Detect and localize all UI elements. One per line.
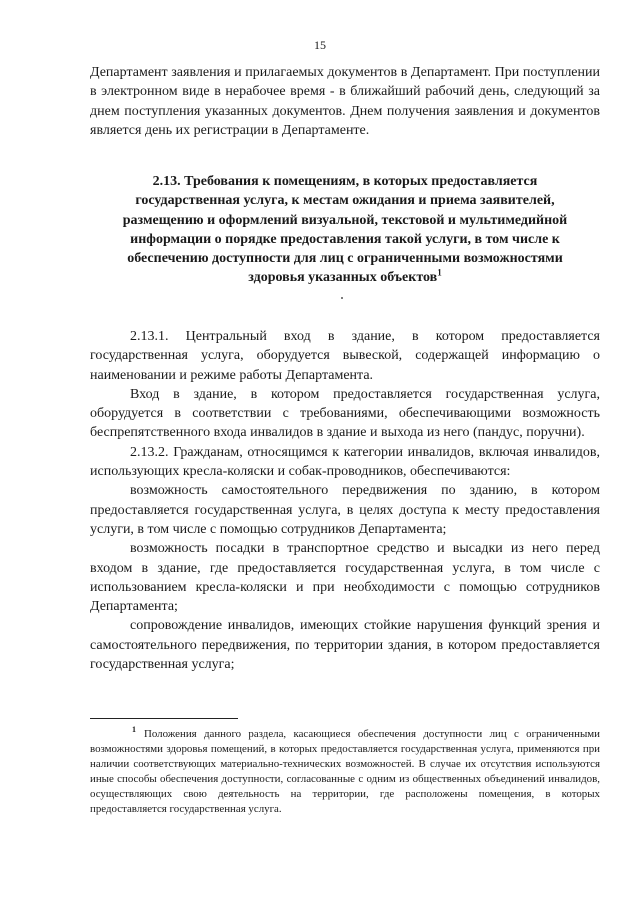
page-number: 15 <box>314 38 326 52</box>
section-heading-text: 2.13. Требования к помещениям, в которых предоставляется государственная услуга, к местам ожидания и приема заявителей, размещению и оформлений визуальной, текстовой и мультимедийной информации о порядке предоставления такой услуги, в том числе к обеспечению доступности для лиц с ограниченными возможностями здоровья указанных объектов <box>122 174 568 286</box>
body-paragraphs <box>90 327 600 674</box>
paragraph-2-13-1: 2.13.1. Центральный вход в здание, в котором предоставляется государственная услуга, оборудуется вывеской, содержащей информацию о наименовании и режиме работы Департамента. <box>90 329 600 383</box>
footnote-rule <box>90 718 238 719</box>
section-heading <box>100 172 590 288</box>
footnote-mark: 1 <box>132 725 136 735</box>
list-item-transport: возможность посадки в транспортное средство и высадки из него перед входом в здание, где предоставляется государственная услуга, в том числе с использованием кресла-коляски и при необходимости с помощью сотрудников Департамента; <box>90 541 600 615</box>
list-item-escort: сопровождение инвалидов, имеющих стойкие нарушения функций зрения и самостоятельного передвижения, по территории здания, в котором предоставляется государственная услуга; <box>90 618 600 673</box>
heading-footnote-mark: 1 <box>437 267 442 278</box>
paragraph-2-13-2: 2.13.2. Гражданам, относящимся к категории инвалидов, включая инвалидов, использующих кресла-коляски и собак-проводников, обеспечиваются: <box>90 444 600 480</box>
intro-paragraph-block <box>90 63 600 140</box>
list-item-movement: возможность самостоятельного передвижения по зданию, в котором предоставляется государственная услуга, в целях доступа к месту предоставления услуги, в том числе с помощью сотрудников Департамента; <box>90 483 600 537</box>
paragraph-entrance: Вход в здание, в котором предоставляется государственная услуга, оборудуется в соответствии с требованиями, обеспечивающими возможность беспрепятственного входа инвалидов в здание и выхода из него (пандус, поручни). <box>90 386 600 441</box>
footnote-text: Положения данного раздела, касающиеся обеспечения доступности лиц с ограниченными возможностями здоровья помещений, в которых предоставляется государственная услуга, применяются при наличии соответствующих материально-технических возможностей. В случае их отсутствия используются иные способы обеспечения доступности, согласованные с одним из общественных объединений инвалидов, осуществляющих свою деятельность на территории, где расположены помещения, в которых предоставляется государственная услуга. <box>90 728 600 815</box>
footnote <box>90 727 600 816</box>
scan-speck <box>341 297 343 299</box>
intro-paragraph: Департамент заявления и прилагаемых документов в Департамент. При поступлении в электронном виде в нерабочее время - в ближайший рабочий день, следующий за днем поступления указанных документов. Днем получения заявления и документов является день их регистрации в Департаменте. <box>90 65 600 138</box>
